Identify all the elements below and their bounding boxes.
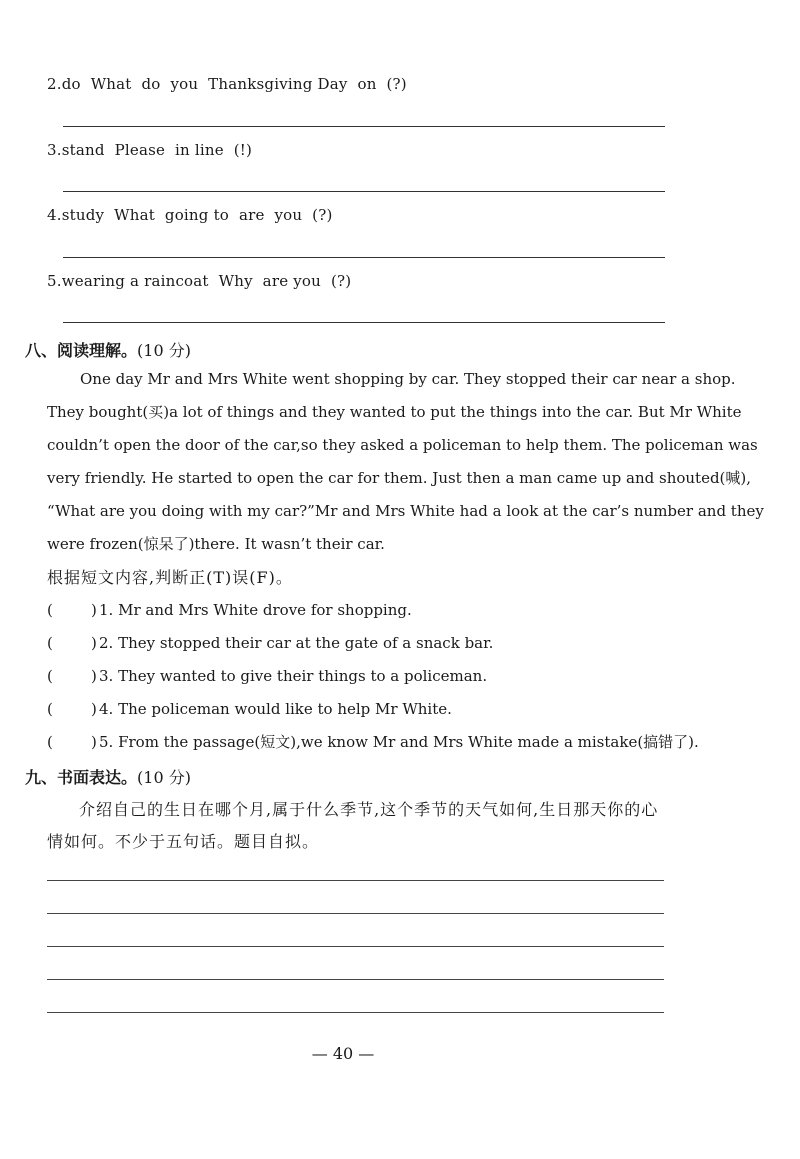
writing-line[interactable] <box>47 1012 664 1013</box>
writing-prompt-line: 介绍自己的生日在哪个月,属于什么季节,这个季节的天气如何,生日那天你的心 <box>79 800 659 819</box>
question-5 <box>47 272 351 290</box>
tf-statement: 5. From the passage(短文),we know Mr and Mrs White made a mistake(搞错了). <box>99 733 699 751</box>
answer-blank[interactable]: ( ) <box>47 634 97 652</box>
tf-statement: 3. They wanted to give their things to a policeman. <box>99 667 488 685</box>
answer-line[interactable] <box>63 257 665 258</box>
section-heading: 八、阅读理解。 <box>25 341 138 360</box>
reading-instruction: 根据短文内容,判断正(T)误(F)。 <box>47 568 293 587</box>
writing-section-title <box>25 765 191 788</box>
writing-line[interactable] <box>47 946 664 947</box>
question-number: 4. <box>47 206 62 224</box>
answer-blank[interactable]: ( ) <box>47 700 97 718</box>
tf-item-3 <box>47 660 487 693</box>
page-number: — 40 — <box>311 1044 375 1063</box>
answer-blank[interactable]: ( ) <box>47 667 97 685</box>
tf-statement: 4. The policeman would like to help Mr White. <box>99 700 452 718</box>
passage-line: very friendly. He started to open the car for them. Just then a man came up and shouted(喊), <box>47 469 752 487</box>
question-4 <box>47 206 333 224</box>
tf-item-4 <box>47 693 452 726</box>
question-2 <box>47 75 407 93</box>
answer-blank[interactable]: ( ) <box>47 733 97 751</box>
question-number: 3. <box>47 141 62 159</box>
section-points: (10 分) <box>137 768 191 787</box>
question-number: 5. <box>47 272 62 290</box>
answer-line[interactable] <box>63 126 665 127</box>
passage-line: One day Mr and Mrs White went shopping by car. They stopped their car near a shop. <box>80 370 736 388</box>
answer-blank[interactable]: ( ) <box>47 601 97 619</box>
question-text: wearing a raincoat Why are you (?) <box>61 272 352 290</box>
tf-statement: 2. They stopped their car at the gate of a snack bar. <box>99 634 494 652</box>
question-text: stand Please in line (!) <box>61 141 253 159</box>
passage-line: couldn’t open the door of the car,so they asked a policeman to help them. The policeman was <box>47 436 758 454</box>
tf-item-2 <box>47 627 493 660</box>
writing-line[interactable] <box>47 913 664 914</box>
passage-line: They bought(买)a lot of things and they wanted to put the things into the car. But Mr White <box>47 403 742 421</box>
section-points: (10 分) <box>137 341 191 360</box>
tf-statement: 1. Mr and Mrs White drove for shopping. <box>99 601 412 619</box>
writing-line[interactable] <box>47 979 664 980</box>
passage-line: “What are you doing with my car?”Mr and Mrs White had a look at the car’s number and they <box>47 502 764 520</box>
tf-item-5 <box>47 726 699 759</box>
question-number: 2. <box>47 75 62 93</box>
tf-item-1 <box>47 594 412 627</box>
reading-section-title <box>25 338 191 361</box>
question-text: do What do you Thanksgiving Day on (?) <box>61 75 407 93</box>
passage-line: were frozen(惊呆了)there. It wasn’t their car. <box>47 535 385 553</box>
answer-line[interactable] <box>63 191 665 192</box>
question-text: study What going to are you (?) <box>61 206 333 224</box>
answer-line[interactable] <box>63 322 665 323</box>
writing-prompt-line: 情如何。不少于五句话。题目自拟。 <box>47 832 320 851</box>
question-3 <box>47 141 252 159</box>
writing-line[interactable] <box>47 880 664 881</box>
section-heading: 九、书面表达。 <box>25 768 138 787</box>
